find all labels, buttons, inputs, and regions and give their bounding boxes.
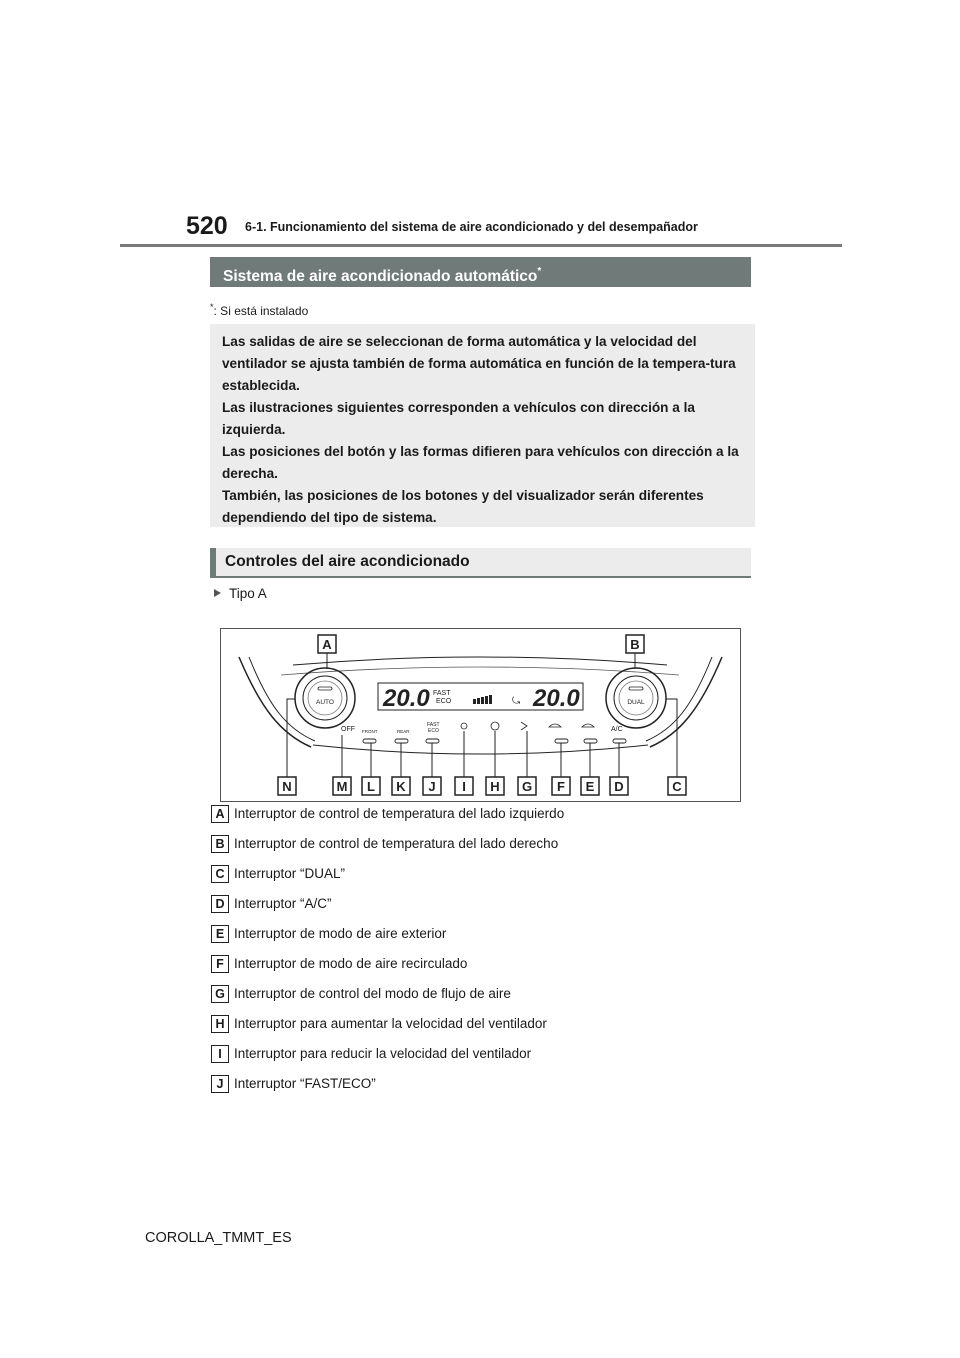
btn-ac-label: A/C [611, 726, 623, 733]
btn-off-label: OFF [341, 726, 355, 733]
legend-key: E [211, 925, 229, 943]
section-heading [210, 257, 751, 287]
svg-text:I: I [462, 779, 466, 794]
svg-text:N: N [282, 779, 292, 794]
legend-text: Interruptor de control de temperatura del lado derecho [234, 836, 559, 851]
callout-b [626, 635, 644, 653]
legend-key: F [211, 955, 229, 973]
callout-a [318, 635, 336, 653]
knob-auto-label: AUTO [316, 699, 334, 706]
callout-c [668, 777, 686, 795]
callout-e [581, 777, 599, 795]
callout-k [392, 777, 410, 795]
legend-text: Interruptor de modo de aire exterior [234, 926, 447, 941]
display-temp-left: 20.0 [383, 685, 430, 712]
callout-j [423, 777, 441, 795]
svg-text:M: M [336, 779, 348, 794]
callout-leader-lines [287, 653, 677, 777]
svg-text:B: B [630, 637, 640, 652]
callout-d [610, 777, 628, 795]
footnote [210, 302, 308, 318]
legend-key: A [211, 805, 229, 823]
running-head: 6-1. Funcionamiento del sistema de aire acondicionado y del desempañador [245, 220, 698, 234]
section-title: Sistema de aire acondicionado automático [223, 268, 538, 285]
display-airflow-icon: ⤿ [512, 696, 521, 707]
callout-g [518, 777, 536, 795]
panel-button-icons [461, 722, 594, 730]
intro-paragraph: Las ilustraciones siguientes corresponden a vehículos con dirección a la izquierda. [222, 400, 695, 437]
svg-text:C: C [672, 779, 682, 794]
svg-text:A: A [322, 637, 332, 652]
footer-code: COROLLA_TMMT_ES [145, 1230, 292, 1246]
legend-text: Interruptor “DUAL” [234, 866, 346, 881]
footnote-mark: * [210, 302, 214, 312]
section-title-mark: * [537, 266, 542, 277]
legend-key: D [211, 895, 229, 913]
display-temp-right: 20.0 [533, 685, 580, 712]
legend-key: C [211, 865, 229, 883]
legend-text: Interruptor para reducir la velocidad del ventilador [234, 1046, 532, 1061]
btn-eco-label: ECO [428, 728, 439, 734]
btn-front-label: FRONT [362, 729, 378, 734]
svg-text:G: G [521, 779, 533, 794]
display-fast: FAST [433, 690, 451, 697]
type-label-text: Tipo A [229, 586, 267, 601]
btn-rear-label: REAR [397, 729, 410, 734]
header-rule [120, 244, 842, 247]
legend-text: Interruptor para aumentar la velocidad del ventilador [234, 1016, 547, 1031]
footnote-text: : Si está instalado [213, 304, 309, 318]
climate-panel-illustration [220, 628, 741, 802]
callout-l [362, 777, 380, 795]
svg-text:D: D [614, 779, 624, 794]
triangle-bullet-icon [214, 589, 221, 597]
svg-text:F: F [557, 779, 565, 794]
svg-text:H: H [490, 779, 500, 794]
svg-text:J: J [428, 779, 436, 794]
subsection-heading: Controles del aire acondicionado [210, 548, 751, 578]
callout-m [333, 777, 351, 795]
type-label [214, 586, 267, 601]
intro-paragraph: También, las posiciones de los botones y del visualizador serán diferentes dependiendo del tipo de sistema. [222, 488, 704, 525]
svg-text:K: K [396, 779, 406, 794]
legend-text: Interruptor “A/C” [234, 896, 332, 911]
legend-key: B [211, 835, 229, 853]
btn-fast-label: FAST [427, 722, 440, 728]
knob-dual-label: DUAL [627, 699, 645, 706]
legend-key: I [211, 1045, 229, 1063]
legend-text: Interruptor de control de temperatura del lado izquierdo [234, 806, 565, 821]
legend-key: G [211, 985, 229, 1003]
legend-text: Interruptor “FAST/ECO” [234, 1076, 376, 1091]
callout-h [486, 777, 504, 795]
intro-paragraph: Las posiciones del botón y las formas difieren para vehículos con dirección a la derecha. [222, 444, 739, 481]
svg-text:E: E [585, 779, 595, 794]
page-number: 520 [186, 212, 228, 240]
intro-paragraph: Las salidas de aire se seleccionan de forma automática y la velocidad del ventilador se ajusta también de forma automática en función de la tempera-tura establecida. [222, 334, 736, 393]
climate-panel-drawing [221, 629, 740, 801]
legend-key: J [211, 1075, 229, 1093]
legend-text: Interruptor de modo de aire recirculado [234, 956, 468, 971]
callout-n [278, 777, 296, 795]
fan-level-bars-icon [473, 695, 492, 704]
callout-i [455, 777, 473, 795]
svg-text:L: L [367, 779, 375, 794]
callout-f [552, 777, 570, 795]
intro-box [210, 324, 755, 527]
legend-text: Interruptor de control del modo de flujo de aire [234, 986, 511, 1001]
legend-key: H [211, 1015, 229, 1033]
display-eco: ECO [436, 698, 452, 705]
